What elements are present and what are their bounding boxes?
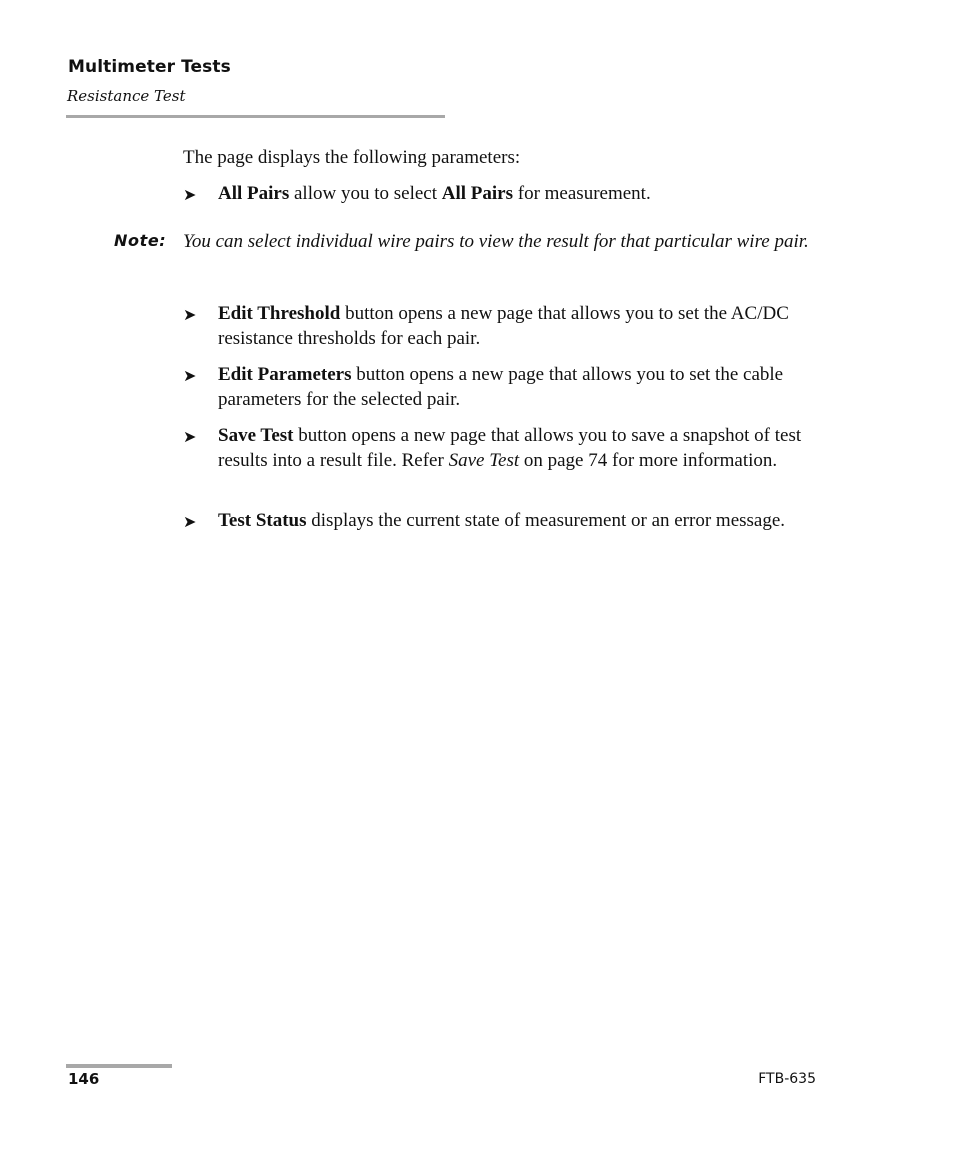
save-test-link[interactable]: Save Test [448,449,520,471]
bullet-mid: allow you to select [289,183,442,204]
arrow-bullet-icon: ➤ [183,185,197,204]
bullet-text [218,509,823,534]
bullet-tail: for measurement. [513,183,651,204]
bullet-text [218,302,823,351]
arrow-bullet-icon: ➤ [183,512,197,531]
bullet-test-status [183,509,823,534]
bullet-text [218,363,823,412]
bullet-edit-parameters [183,363,823,412]
bullet-term: Test Status [218,510,307,531]
arrow-bullet-icon: ➤ [183,305,197,324]
arrow-bullet-icon: ➤ [183,366,197,385]
bullet-description: displays the current state of measurement or an error message. [306,510,786,531]
bullet-text [218,182,823,207]
bullet-all-pairs [183,182,823,207]
bullet-edit-threshold [183,302,823,351]
bullet-description: button opens a new page that allows you to set the cable parameters for the selected pair. [218,364,784,410]
header-divider [66,115,445,118]
bullet-description-tail: on page 74 for more information. [519,449,778,471]
bullet-term: All Pairs [218,183,290,204]
section-subtitle: Resistance Test [67,87,186,105]
section-title: Multimeter Tests [68,57,231,77]
document-id: FTB-635 [758,1071,816,1087]
intro-paragraph: The page displays the following parameters: [183,147,521,168]
page-number: 146 [68,1070,100,1088]
bullet-term: Edit Parameters [218,364,352,385]
bullet-term: Save Test [218,425,294,446]
footer-divider [66,1064,172,1068]
arrow-bullet-icon: ➤ [183,427,197,446]
bullet-save-test [183,424,823,473]
bullet-term-2: All Pairs [441,183,513,204]
bullet-term: Edit Threshold [218,303,341,324]
bullet-description: button opens a new page that allows you to set the AC/DC resistance thresholds for each pair. [218,303,789,349]
note-text: You can select individual wire pairs to view the result for that particular wire pair. [183,231,809,252]
note-label: Note: [114,231,167,250]
bullet-description: button opens a new page that allows you to save a snapshot of test results into a result file. Refer [218,425,802,471]
bullet-text [218,424,823,473]
